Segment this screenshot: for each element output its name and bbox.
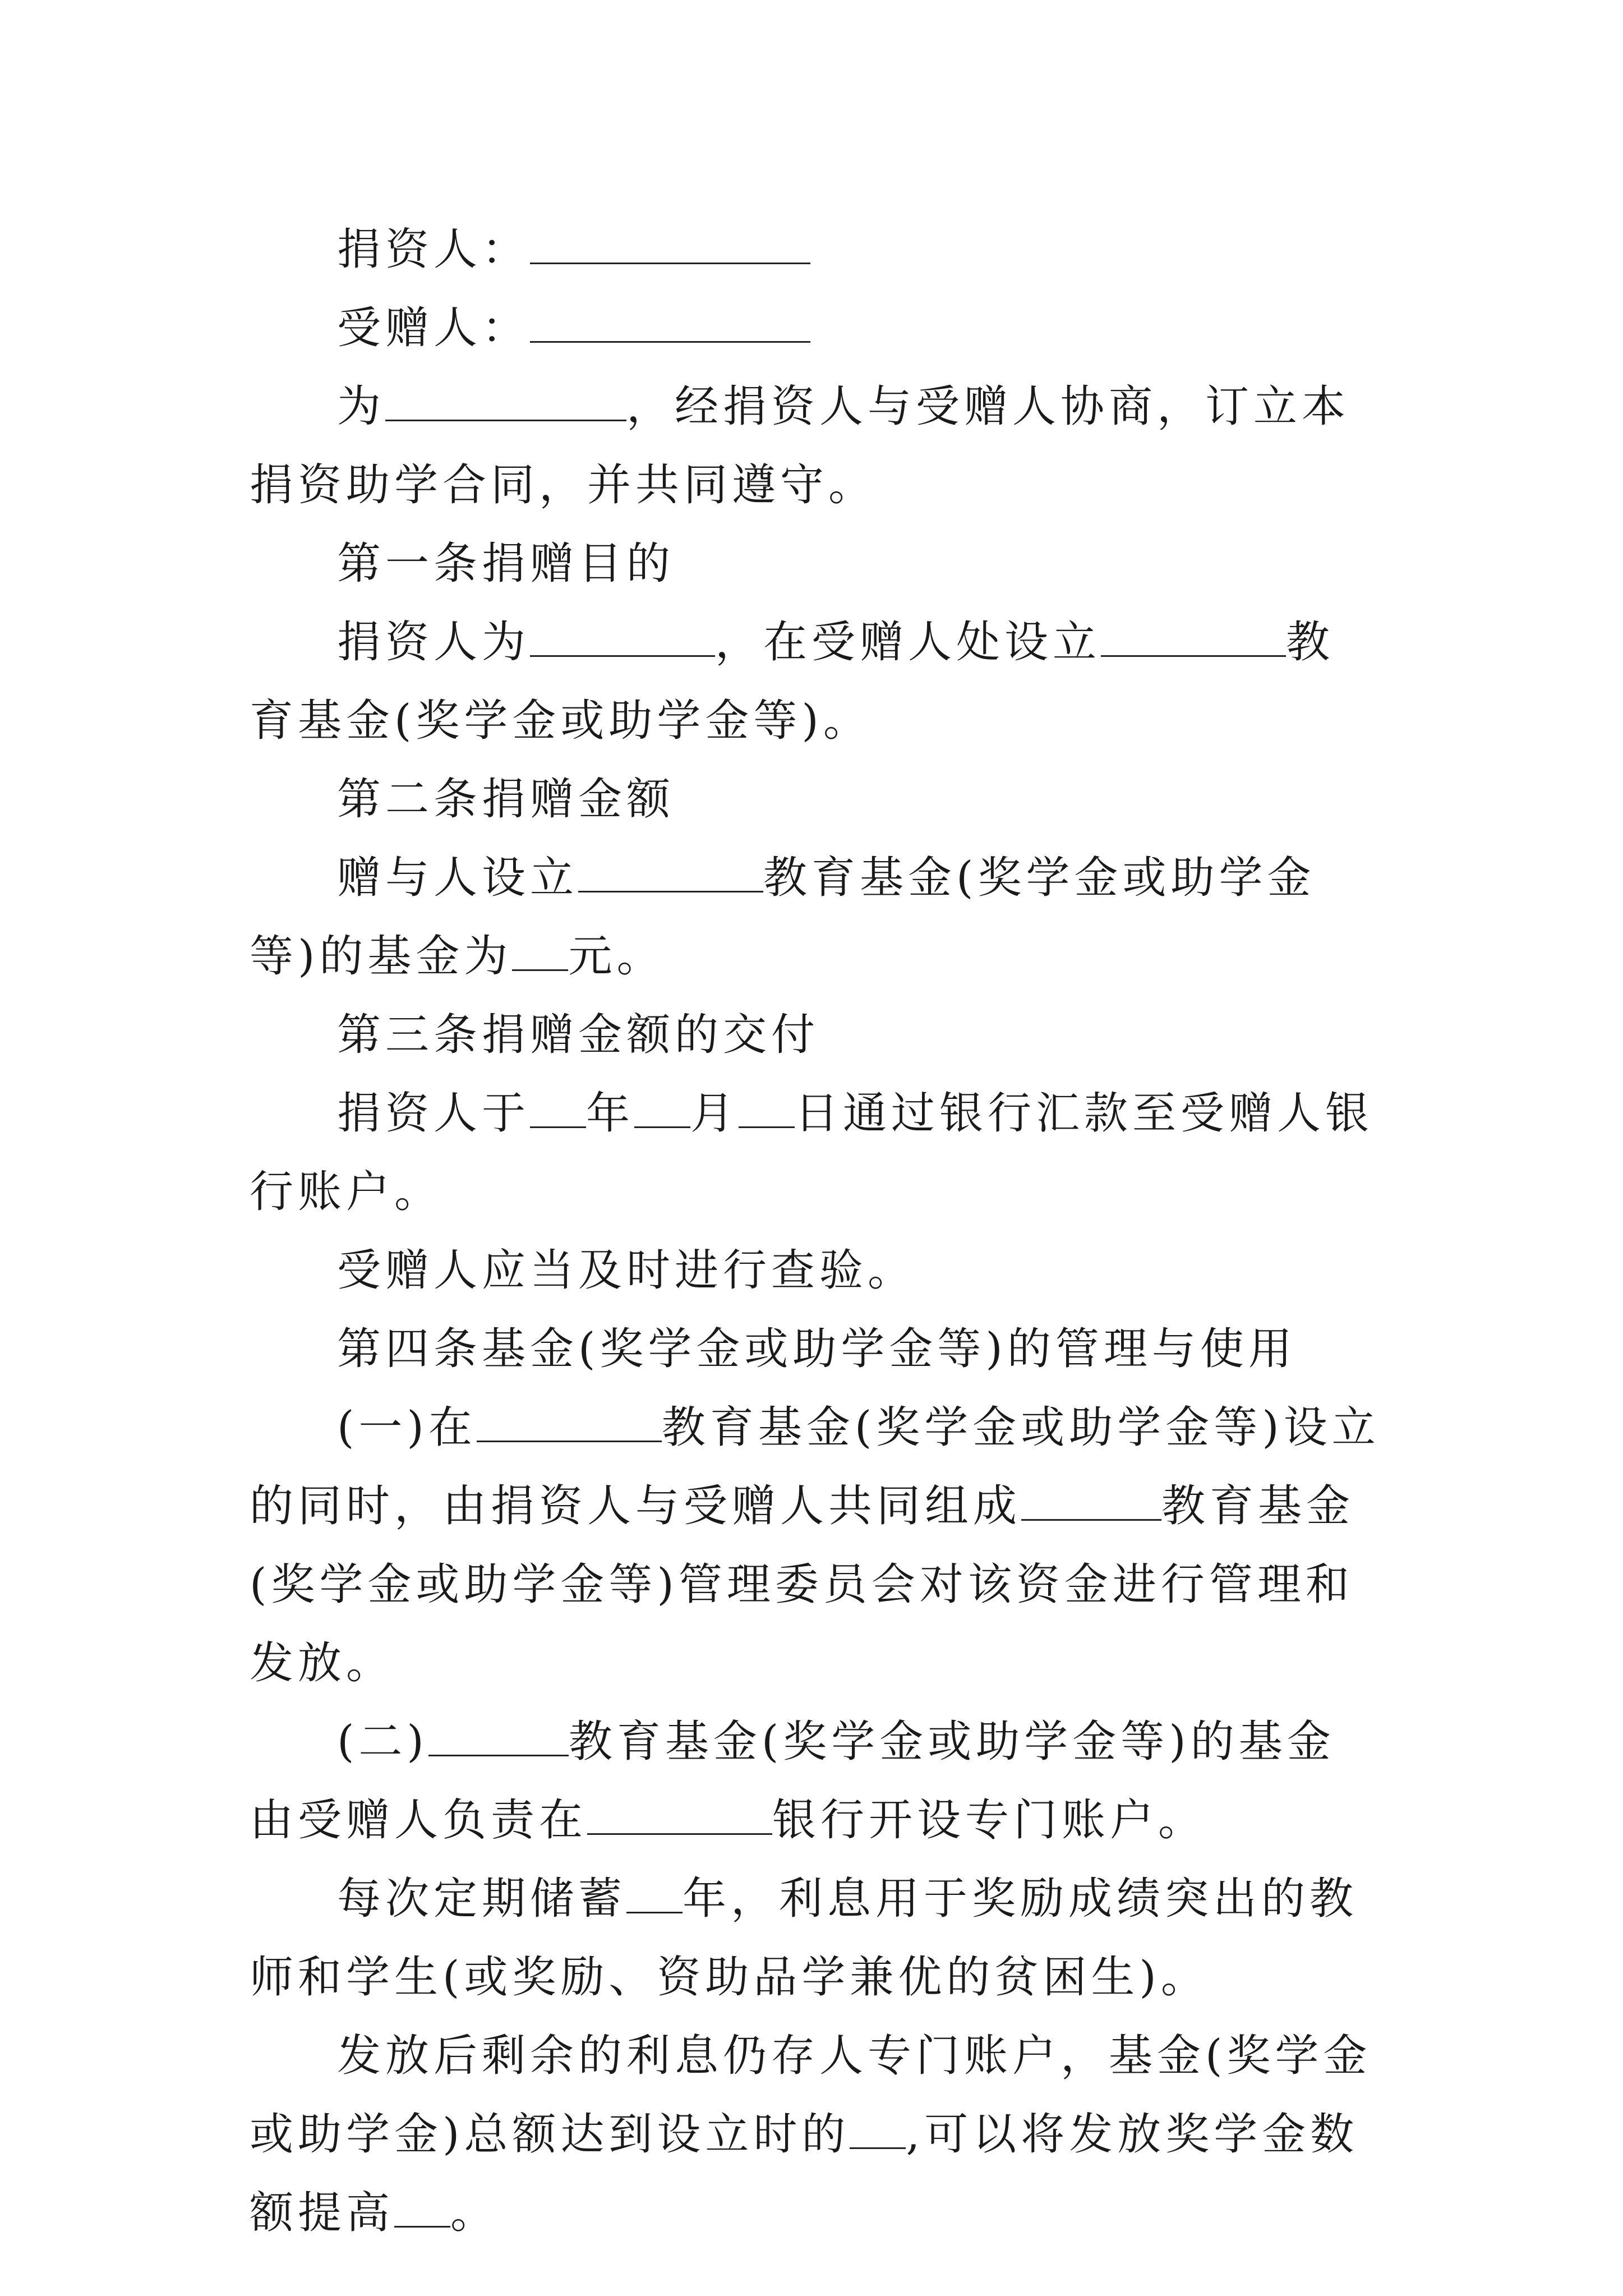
recipient-label: 受赠人：	[337, 303, 531, 353]
article-1-text-a: 捐资人为	[337, 617, 531, 668]
bank-name-blank[interactable]	[587, 1796, 772, 1835]
savings-paragraph	[250, 1860, 1382, 2017]
amount-blank[interactable]	[512, 932, 568, 971]
clause-1-text-a: (一)在	[337, 1402, 477, 1453]
clause-2-text-b: 教育基金(奖学金或助学金等)的基金由受赠人负责在	[250, 1717, 1335, 1846]
preamble-text-b: ，经捐资人与受赠人协商，订立本捐资助学合同，并共同遵守。	[250, 381, 1350, 510]
savings-text-b: 年，利息用于奖励成绩突出的教师和学生(或奖励、资助品学兼优的贫困生)。	[250, 1874, 1358, 2003]
donor-label: 捐资人：	[337, 224, 531, 275]
purpose-blank[interactable]	[385, 383, 626, 421]
remaining-text-a: 发放后剩余的利息仍存人专门账户，基金(奖学金或助学金)总额达到设立时的	[250, 2031, 1372, 2160]
article-4-clause-2	[250, 1703, 1382, 1860]
recipient-blank[interactable]	[530, 304, 810, 343]
article-2-paragraph	[250, 839, 1382, 996]
article-1-text-c: 教育基金(奖学金或助学金等)。	[250, 617, 1335, 746]
savings-text-a: 每次定期储蓄	[337, 1874, 627, 1924]
article-3-paragraph	[250, 1074, 1382, 1231]
remaining-text-b: ,可以将发放奖学金数额提高	[250, 2109, 1359, 2238]
article-3-text-d: 日通过银行汇款至受赠人银行账户。	[250, 1088, 1374, 1217]
article-4-title: 第四条基金(奖学金或助学金等)的管理与使用	[337, 1324, 1297, 1374]
article-3-text-b: 年	[586, 1088, 635, 1139]
donation-purpose-blank[interactable]	[530, 618, 715, 657]
year-blank[interactable]	[530, 1089, 586, 1128]
article-3-title: 第三条捐赠金额的交付	[337, 1010, 820, 1060]
article-2-text-c: 元。	[568, 931, 665, 982]
threshold-blank[interactable]	[850, 2110, 906, 2149]
fund-name-blank-2[interactable]	[578, 854, 763, 892]
article-1-text-b: ，在受赠人处设立	[715, 617, 1101, 668]
savings-years-blank[interactable]	[626, 1875, 683, 1913]
article-2-text-b: 教育基金(奖学金或助学金等)的基金为	[250, 853, 1316, 982]
document-body	[250, 210, 1382, 2252]
recipient-line	[250, 289, 1382, 367]
article-3-heading	[250, 996, 1382, 1074]
remaining-interest-paragraph	[250, 2017, 1382, 2252]
inspection-text: 受赠人应当及时进行查验。	[337, 1245, 916, 1296]
clause-1-text-b: 教育基金(奖学金或助学金等)设立的同时，由捐资人与受赠人共同组成	[250, 1402, 1380, 1531]
article-4-clause-1	[250, 1388, 1382, 1703]
donor-blank[interactable]	[530, 226, 810, 264]
increase-blank[interactable]	[394, 2189, 450, 2228]
preamble-text-a: 为	[337, 381, 386, 432]
article-2-text-a: 赠与人设立	[337, 853, 579, 903]
article-1-title: 第一条捐赠目的	[337, 539, 675, 589]
preamble-paragraph	[250, 367, 1382, 524]
inspection-paragraph	[250, 1231, 1382, 1310]
article-3-text-c: 月	[690, 1088, 739, 1139]
fund-name-blank-4[interactable]	[1021, 1482, 1161, 1521]
article-2-heading	[250, 760, 1382, 839]
remaining-text-c: 。	[450, 2188, 499, 2238]
donor-line	[250, 210, 1382, 289]
clause-2-text-c: 银行开设专门账户。	[772, 1795, 1207, 1846]
article-4-heading	[250, 1310, 1382, 1388]
fund-name-blank-3[interactable]	[477, 1404, 662, 1442]
day-blank[interactable]	[739, 1089, 795, 1128]
clause-1-text-c: 教育基金(奖学金或助学金等)管理委员会对该资金进行管理和发放。	[250, 1481, 1355, 1688]
article-2-title: 第二条捐赠金额	[337, 774, 675, 825]
clause-2-text-a: (二)	[337, 1717, 428, 1767]
article-1-paragraph	[250, 603, 1382, 760]
fund-name-blank[interactable]	[1101, 618, 1286, 657]
month-blank[interactable]	[634, 1089, 690, 1128]
fund-name-blank-5[interactable]	[428, 1718, 569, 1756]
article-1-heading	[250, 524, 1382, 603]
article-3-text-a: 捐资人于	[337, 1088, 531, 1139]
